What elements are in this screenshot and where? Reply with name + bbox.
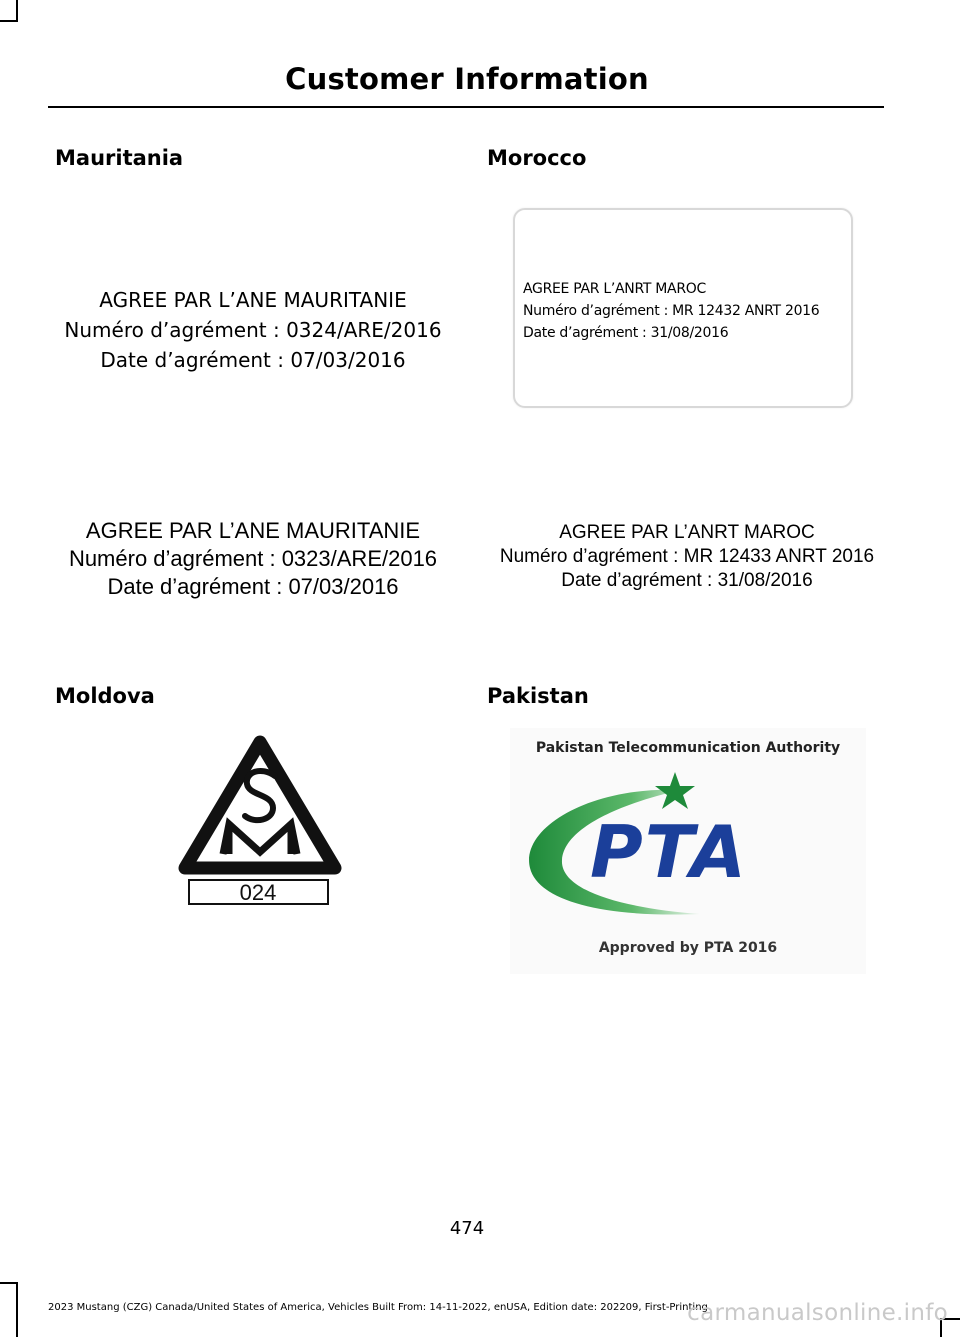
pta-logo-header: Pakistan Telecommunication Authority: [535, 740, 841, 756]
morocco-approval-label-1: [513, 208, 853, 408]
mauritania-approval-label-2: [48, 517, 458, 601]
pta-approval-logo: [510, 728, 866, 974]
label-line-1: AGREE PAR L’ANE MAURITANIE: [85, 518, 421, 543]
label-line-3: Date d’agrément : 07/03/2016: [107, 574, 399, 599]
watermark: carmanualsonline.info: [687, 1300, 948, 1326]
pta-logo-text: PTA: [590, 810, 749, 894]
label-line-1: AGREE PAR L’ANRT MAROC: [523, 281, 706, 297]
page-number: 474: [449, 1218, 485, 1239]
section-heading-pakistan: Pakistan: [487, 684, 589, 708]
label-line-1: AGREE PAR L’ANRT MAROC: [559, 522, 815, 543]
label-line-2: Numéro d’agrément : MR 12432 ANRT 2016: [523, 303, 820, 319]
section-heading-morocco: Morocco: [487, 146, 587, 170]
label-line-2: Numéro d’agrément : MR 12433 ANRT 2016: [499, 546, 875, 567]
pta-logo-footer: Approved by PTA 2016: [598, 940, 778, 956]
moldova-conformity-mark: [165, 728, 355, 918]
title-rule: [48, 106, 884, 108]
morocco-approval-label-2: [487, 521, 887, 593]
label-line-2: Numéro d’agrément : 0323/ARE/2016: [68, 546, 438, 571]
section-heading-mauritania: Mauritania: [55, 146, 184, 170]
sm-conformity-triangle-icon: [165, 728, 355, 918]
page-title: Customer Information: [285, 62, 649, 96]
label-line-2: Numéro d’agrément : 0324/ARE/2016: [64, 318, 442, 342]
crop-mark-bottom-left-h: [0, 1282, 18, 1284]
crop-mark-top-left-v: [16, 0, 18, 22]
crop-mark-bottom-left-v: [16, 1282, 18, 1337]
mauritania-approval-label-1: [48, 285, 458, 375]
label-line-3: Date d’agrément : 07/03/2016: [100, 348, 406, 372]
label-line-1: AGREE PAR L’ANE MAURITANIE: [99, 288, 407, 312]
label-line-3: Date d’agrément : 31/08/2016: [523, 325, 729, 341]
moldova-mark-code: 024: [239, 880, 277, 905]
edition-footer: 2023 Mustang (CZG) Canada/United States of America, Vehicles Built From: 14-11-2022, enUSA, Edition date: 202209, First-Printing: [48, 1302, 708, 1313]
crop-mark-top-left-h: [0, 20, 18, 22]
section-heading-moldova: Moldova: [55, 684, 155, 708]
label-line-3: Date d’agrément : 31/08/2016: [561, 570, 813, 591]
